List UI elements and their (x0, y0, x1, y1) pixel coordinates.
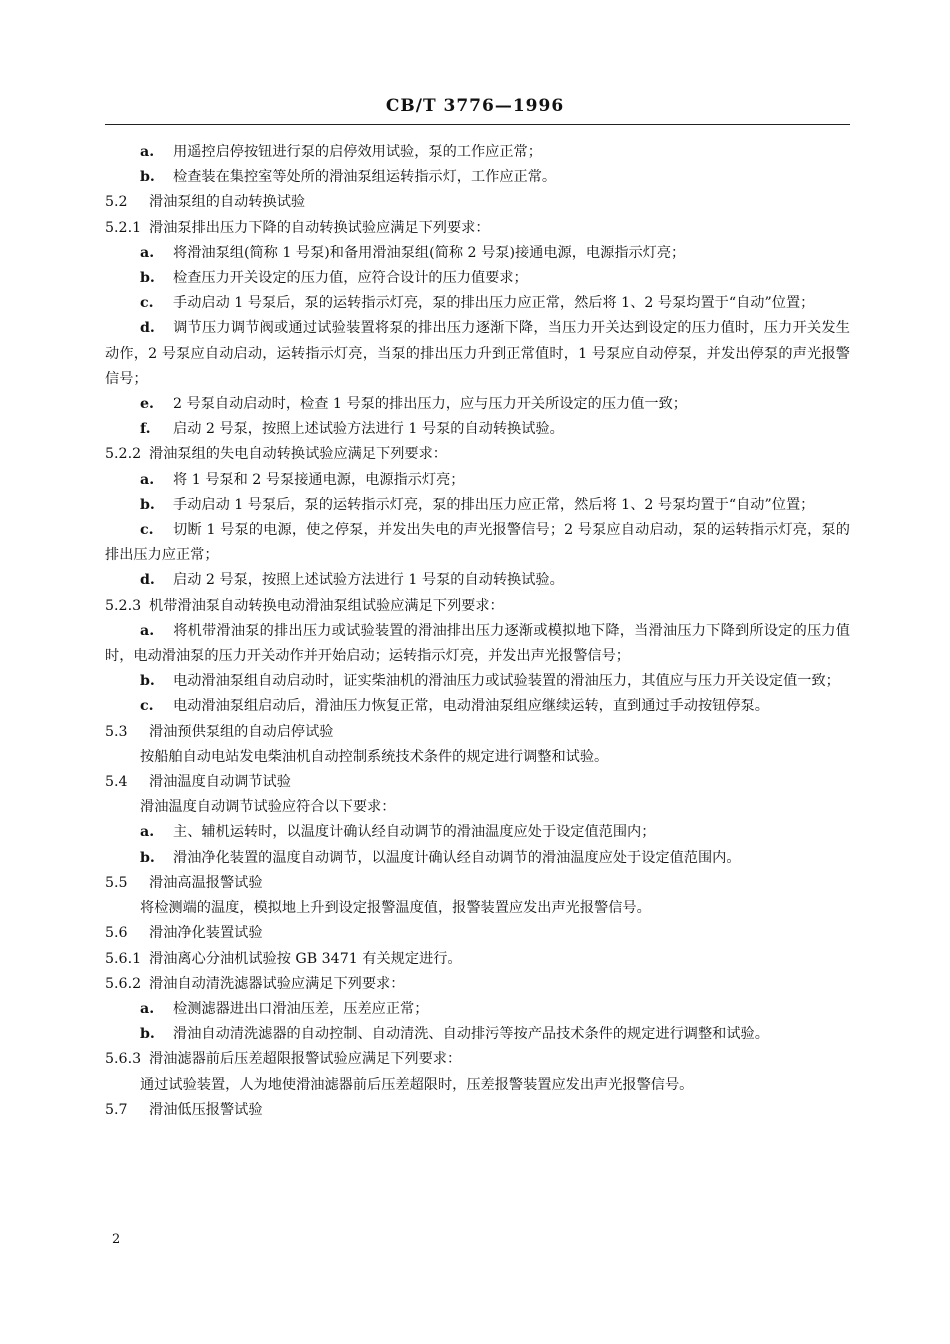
paragraph: 滑油温度自动调节试验应符合以下要求： (140, 799, 396, 816)
section-heading (105, 947, 850, 972)
list-item (105, 1022, 850, 1047)
section-number: 5.2.2 (105, 446, 142, 463)
list-item-text: 2 号泵自动启动时，检查 1 号泵的排出压力，应与压力开关所设定的压力值一致； (173, 396, 687, 413)
list-item (105, 417, 850, 442)
section-heading (105, 1098, 850, 1123)
section-heading (105, 972, 850, 997)
section-heading (105, 871, 850, 896)
section-number: 5.7 (105, 1101, 128, 1118)
list-item-text: 检查装在集控室等处所的滑油泵组运转指示灯，工作应正常。 (173, 169, 557, 186)
paragraph: 将检测端的温度，模拟地上升到设定报警温度值，报警装置应发出声光报警信号。 (140, 900, 651, 917)
list-item (105, 165, 850, 190)
list-marker: b. (140, 496, 155, 513)
list-marker: c. (140, 522, 154, 539)
section-heading (105, 216, 850, 241)
list-marker: f. (140, 421, 151, 438)
list-item (105, 493, 850, 518)
section-number: 5.3 (105, 723, 128, 740)
list-item-text: 滑油自动清洗滤器的自动控制、自动清洗、自动排污等按产品技术条件的规定进行调整和试验。 (173, 1026, 769, 1043)
page-header (0, 96, 950, 116)
section-number: 5.6.1 (105, 950, 142, 967)
section-title: 滑油泵组的自动转换试验 (149, 194, 306, 211)
list-marker: a. (140, 144, 155, 160)
list-marker: c. (140, 698, 154, 715)
section-heading (105, 770, 850, 795)
list-item-text: 手动启动 1 号泵后，泵的运转指示灯亮，泵的排出压力应正常，然后将 1、2 号泵均置于“自动”位置； (173, 295, 815, 312)
list-item (105, 392, 850, 417)
section-number: 5.2.1 (105, 219, 142, 236)
section-heading (105, 442, 850, 467)
list-marker: b. (140, 169, 155, 186)
header-rule (105, 124, 850, 125)
list-marker: c. (140, 295, 154, 312)
section-title: 滑油温度自动调节试验 (149, 774, 291, 791)
section-heading (105, 1047, 850, 1072)
list-marker: a. (140, 244, 155, 261)
paragraph: 按船舶自动电站发电柴油机自动控制系统技术条件的规定进行调整和试验。 (140, 748, 609, 765)
list-item-text: 主、辅机运转时，以温度计确认经自动调节的滑油温度应处于设定值范围内； (173, 824, 656, 841)
list-marker: a. (140, 471, 155, 488)
list-item (105, 518, 850, 568)
section-number: 5.6.2 (105, 975, 142, 992)
list-item (105, 820, 850, 845)
list-marker: a. (140, 622, 155, 639)
list-item-text: 将 1 号泵和 2 号泵接通电源，电源指示灯亮； (173, 471, 465, 488)
section-title: 滑油低压报警试验 (149, 1101, 263, 1118)
list-item (105, 694, 850, 719)
list-item-text: 用遥控启停按钮进行泵的启停效用试验，泵的工作应正常； (173, 144, 542, 160)
list-marker: d. (140, 320, 155, 337)
list-item-text: 切断 1 号泵的电源，使之停泵，并发出失电的声光报警信号；2 号泵应自动启动，泵的运转指示灯亮，泵的排出压力应正常； (105, 522, 850, 564)
list-item-text: 调节压力调节阀或通过试验装置将泵的排出压力逐渐下降，当压力开关达到设定的压力值时，压力开关发生动作，2 号泵应自动启动，运转指示灯亮，当泵的排出压力升到正常值时，1 号泵应自动停泵，并发出停泵的声光报警信号； (105, 320, 850, 387)
document-body (105, 140, 850, 1123)
section-number: 5.4 (105, 774, 128, 791)
section-title: 滑油离心分油机试验按 GB 3471 有关规定进行。 (149, 950, 462, 967)
list-item-text: 将滑油泵组(简称 1 号泵)和备用滑油泵组(简称 2 号泵)接通电源，电源指示灯亮； (173, 244, 686, 261)
list-marker: b. (140, 270, 155, 287)
list-item-text: 电动滑油泵组启动后，滑油压力恢复正常，电动滑油泵组应继续运转，直到通过手动按钮停泵。 (173, 698, 769, 715)
list-item (105, 997, 850, 1022)
section-heading (105, 190, 850, 215)
section-number: 5.2 (105, 194, 128, 211)
list-item-text: 将机带滑油泵的排出压力或试验装置的滑油排出压力逐渐或模拟地下降，当滑油压力下降到所设定的压力值时，电动滑油泵的压力开关动作并开始启动；运转指示灯亮，并发出声光报警信号； (105, 622, 850, 665)
list-item-text: 启动 2 号泵，按照上述试验方法进行 1 号泵的自动转换试验。 (173, 421, 564, 438)
section-title: 滑油自动清洗滤器试验应满足下列要求： (149, 975, 405, 992)
list-marker: b. (140, 1026, 155, 1043)
section-number: 5.2.3 (105, 597, 142, 614)
section-title: 滑油高温报警试验 (149, 874, 263, 891)
list-item (105, 140, 850, 165)
list-item-text: 手动启动 1 号泵后，泵的运转指示灯亮，泵的排出压力应正常，然后将 1、2 号泵均置于“自动”位置； (173, 496, 815, 513)
section-number: 5.6 (105, 925, 128, 942)
section-title: 滑油净化装置试验 (149, 925, 263, 942)
section-title: 滑油泵排出压力下降的自动转换试验应满足下列要求： (149, 219, 490, 236)
list-marker: a. (140, 1000, 155, 1017)
section-heading (105, 720, 850, 745)
list-item (105, 846, 850, 871)
list-item (105, 468, 850, 493)
list-marker: d. (140, 572, 155, 589)
list-item (105, 568, 850, 593)
section-title: 滑油泵组的失电自动转换试验应满足下列要求： (149, 446, 447, 463)
list-item-text: 检查压力开关设定的压力值，应符合设计的压力值要求； (173, 270, 528, 287)
section-number: 5.5 (105, 874, 128, 891)
list-item-text: 电动滑油泵组自动启动时，证实柴油机的滑油压力或试验装置的滑油压力，其值应与压力开关设定值一致； (173, 673, 840, 690)
list-item-text: 检测滤器进出口滑油压差，压差应正常； (173, 1000, 429, 1017)
list-item (105, 291, 850, 316)
section-title: 机带滑油泵自动转换电动滑油泵组试验应满足下列要求： (149, 597, 504, 614)
list-item (105, 241, 850, 266)
doc-code: CB/T 3776—1996 (385, 96, 565, 116)
list-marker: a. (140, 824, 155, 841)
section-title: 滑油预供泵组的自动启停试验 (149, 723, 334, 740)
section-title: 滑油滤器前后压差超限报警试验应满足下列要求： (149, 1051, 462, 1068)
list-item (105, 266, 850, 291)
page-number: 2 (112, 1232, 121, 1247)
list-marker: e. (140, 396, 154, 413)
list-item (105, 316, 850, 392)
list-marker: b. (140, 849, 155, 866)
section-number: 5.6.3 (105, 1051, 142, 1068)
list-item (105, 619, 850, 669)
paragraph: 通过试验装置，人为地使滑油滤器前后压差超限时，压差报警装置应发出声光报警信号。 (140, 1076, 694, 1093)
list-item-text: 滑油净化装置的温度自动调节，以温度计确认经自动调节的滑油温度应处于设定值范围内。 (173, 849, 741, 866)
section-heading (105, 921, 850, 946)
section-heading (105, 594, 850, 619)
list-marker: b. (140, 673, 155, 690)
list-item (105, 669, 850, 694)
list-item-text: 启动 2 号泵，按照上述试验方法进行 1 号泵的自动转换试验。 (173, 572, 564, 589)
